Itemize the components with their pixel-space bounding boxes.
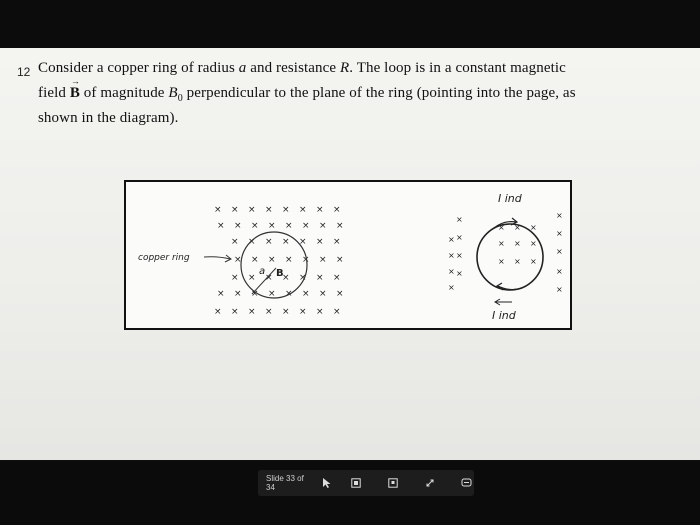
- field-cross-mark: ×: [556, 247, 563, 256]
- field-cross-mark: ×: [231, 273, 239, 283]
- field-cross-mark: ×: [448, 283, 455, 292]
- copper-ring-label: copper ring: [138, 253, 190, 263]
- field-cross-mark: ×: [319, 255, 327, 265]
- question-text: field: [38, 85, 70, 101]
- label-arrow-icon: [204, 257, 230, 259]
- field-cross-mark: ×: [251, 289, 259, 299]
- field-cross-mark: ×: [556, 211, 563, 220]
- field-cross-mark: ×: [299, 237, 307, 247]
- question-line-2: [38, 76, 576, 104]
- variable-a: a: [238, 60, 247, 76]
- subscript-zero: 0: [177, 93, 183, 104]
- field-cross-mark: ×: [319, 289, 327, 299]
- field-cross-mark: ×: [251, 255, 259, 265]
- field-label: B: [276, 268, 284, 279]
- field-cross-mark: ×: [448, 267, 455, 276]
- field-cross-mark: ×: [299, 307, 307, 317]
- field-cross-mark: ×: [530, 257, 537, 266]
- field-cross-mark: ×: [530, 239, 537, 248]
- radius-label: a: [259, 266, 266, 277]
- field-cross-mark: ×: [514, 239, 521, 248]
- field-cross-mark: ×: [282, 273, 290, 283]
- field-cross-mark: ×: [248, 237, 256, 247]
- field-cross-mark: ×: [556, 285, 563, 294]
- field-cross-mark: ×: [514, 223, 521, 232]
- field-cross-mark: ×: [285, 221, 293, 231]
- field-cross-mark: ×: [333, 205, 341, 215]
- field-cross-mark: ×: [217, 221, 225, 231]
- question-text: and resistance: [246, 60, 341, 76]
- field-cross-mark: ×: [231, 237, 239, 247]
- field-cross-mark: ×: [285, 255, 293, 265]
- field-cross-mark: ×: [234, 289, 242, 299]
- variable-r: R: [340, 60, 350, 76]
- field-cross-mark: ×: [556, 229, 563, 238]
- field-cross-mark: ×: [302, 255, 310, 265]
- slide-counter: Slide 33 of 34: [266, 474, 304, 492]
- field-cross-mark: ×: [268, 221, 276, 231]
- field-cross-mark: ×: [316, 205, 324, 215]
- field-cross-mark: ×: [302, 289, 310, 299]
- field-cross-mark: ×: [268, 289, 276, 299]
- field-crosses-left: [214, 205, 344, 317]
- field-cross-mark: ×: [316, 237, 324, 247]
- field-cross-mark: ×: [316, 307, 324, 317]
- field-cross-mark: ×: [234, 255, 242, 265]
- fullscreen-icon[interactable]: [422, 475, 437, 491]
- question-text: of magnitude: [79, 85, 169, 101]
- field-cross-mark: ×: [217, 289, 225, 299]
- field-cross-mark: ×: [302, 221, 310, 231]
- top-bar: [0, 0, 700, 48]
- field-cross-mark: ×: [285, 289, 293, 299]
- field-cross-mark: ×: [336, 221, 344, 231]
- field-cross-mark: ×: [448, 251, 455, 260]
- field-cross-mark: ×: [248, 273, 256, 283]
- field-cross-mark: ×: [231, 307, 239, 317]
- induced-current-top-label: I ind: [498, 192, 522, 205]
- presenter-bar: [0, 462, 700, 525]
- field-cross-mark: ×: [448, 235, 455, 244]
- question-line-1: [38, 60, 566, 77]
- field-cross-mark: ×: [268, 255, 276, 265]
- variable-b0: B: [168, 85, 178, 101]
- slide-view-icon[interactable]: [348, 475, 363, 491]
- vector-arrow-icon: →: [70, 76, 80, 86]
- field-cross-mark: ×: [456, 233, 463, 242]
- field-crosses-right: [448, 211, 563, 294]
- field-cross-mark: ×: [214, 307, 222, 317]
- field-cross-mark: ×: [336, 289, 344, 299]
- field-cross-mark: ×: [556, 267, 563, 276]
- field-cross-mark: ×: [333, 237, 341, 247]
- field-cross-mark: ×: [333, 307, 341, 317]
- field-cross-mark: ×: [498, 257, 505, 266]
- field-cross-mark: ×: [231, 205, 239, 215]
- field-cross-mark: ×: [299, 273, 307, 283]
- field-cross-mark: ×: [248, 307, 256, 317]
- field-cross-mark: ×: [251, 221, 259, 231]
- induced-current-bottom-label: I ind: [492, 309, 516, 322]
- field-cross-mark: ×: [282, 205, 290, 215]
- field-cross-mark: ×: [282, 237, 290, 247]
- field-cross-mark: ×: [214, 205, 222, 215]
- field-cross-mark: ×: [265, 307, 273, 317]
- diagram-drawing: [126, 182, 570, 328]
- field-cross-mark: ×: [333, 273, 341, 283]
- field-cross-mark: ×: [456, 215, 463, 224]
- field-cross-mark: ×: [265, 205, 273, 215]
- field-cross-mark: ×: [530, 223, 537, 232]
- field-cross-mark: ×: [456, 269, 463, 278]
- question-text: perpendicular to the plane of the ring (pointing into the page, as: [182, 85, 576, 101]
- field-cross-mark: ×: [456, 251, 463, 260]
- cursor-icon[interactable]: [319, 475, 334, 491]
- field-cross-mark: ×: [265, 237, 273, 247]
- slideshow-controls: [258, 470, 474, 496]
- field-cross-mark: ×: [234, 221, 242, 231]
- question-line-3: shown in the diagram).: [38, 110, 179, 126]
- field-cross-mark: ×: [498, 223, 505, 232]
- field-cross-mark: ×: [498, 239, 505, 248]
- question-text: . The loop is in a constant magnetic: [349, 60, 566, 76]
- field-cross-mark: ×: [248, 205, 256, 215]
- field-cross-mark: ×: [265, 273, 273, 283]
- field-cross-mark: ×: [299, 205, 307, 215]
- vector-b: → B: [69, 76, 80, 101]
- field-cross-mark: ×: [316, 273, 324, 283]
- field-cross-mark: ×: [319, 221, 327, 231]
- present-icon[interactable]: [385, 475, 400, 491]
- question-text: Consider a copper ring of radius: [38, 60, 239, 76]
- question-number: 12: [17, 65, 31, 79]
- diagram: [124, 180, 572, 330]
- field-cross-mark: ×: [514, 257, 521, 266]
- slide: [0, 48, 700, 460]
- field-cross-mark: ×: [282, 307, 290, 317]
- exit-icon[interactable]: [459, 475, 474, 491]
- field-cross-mark: ×: [336, 255, 344, 265]
